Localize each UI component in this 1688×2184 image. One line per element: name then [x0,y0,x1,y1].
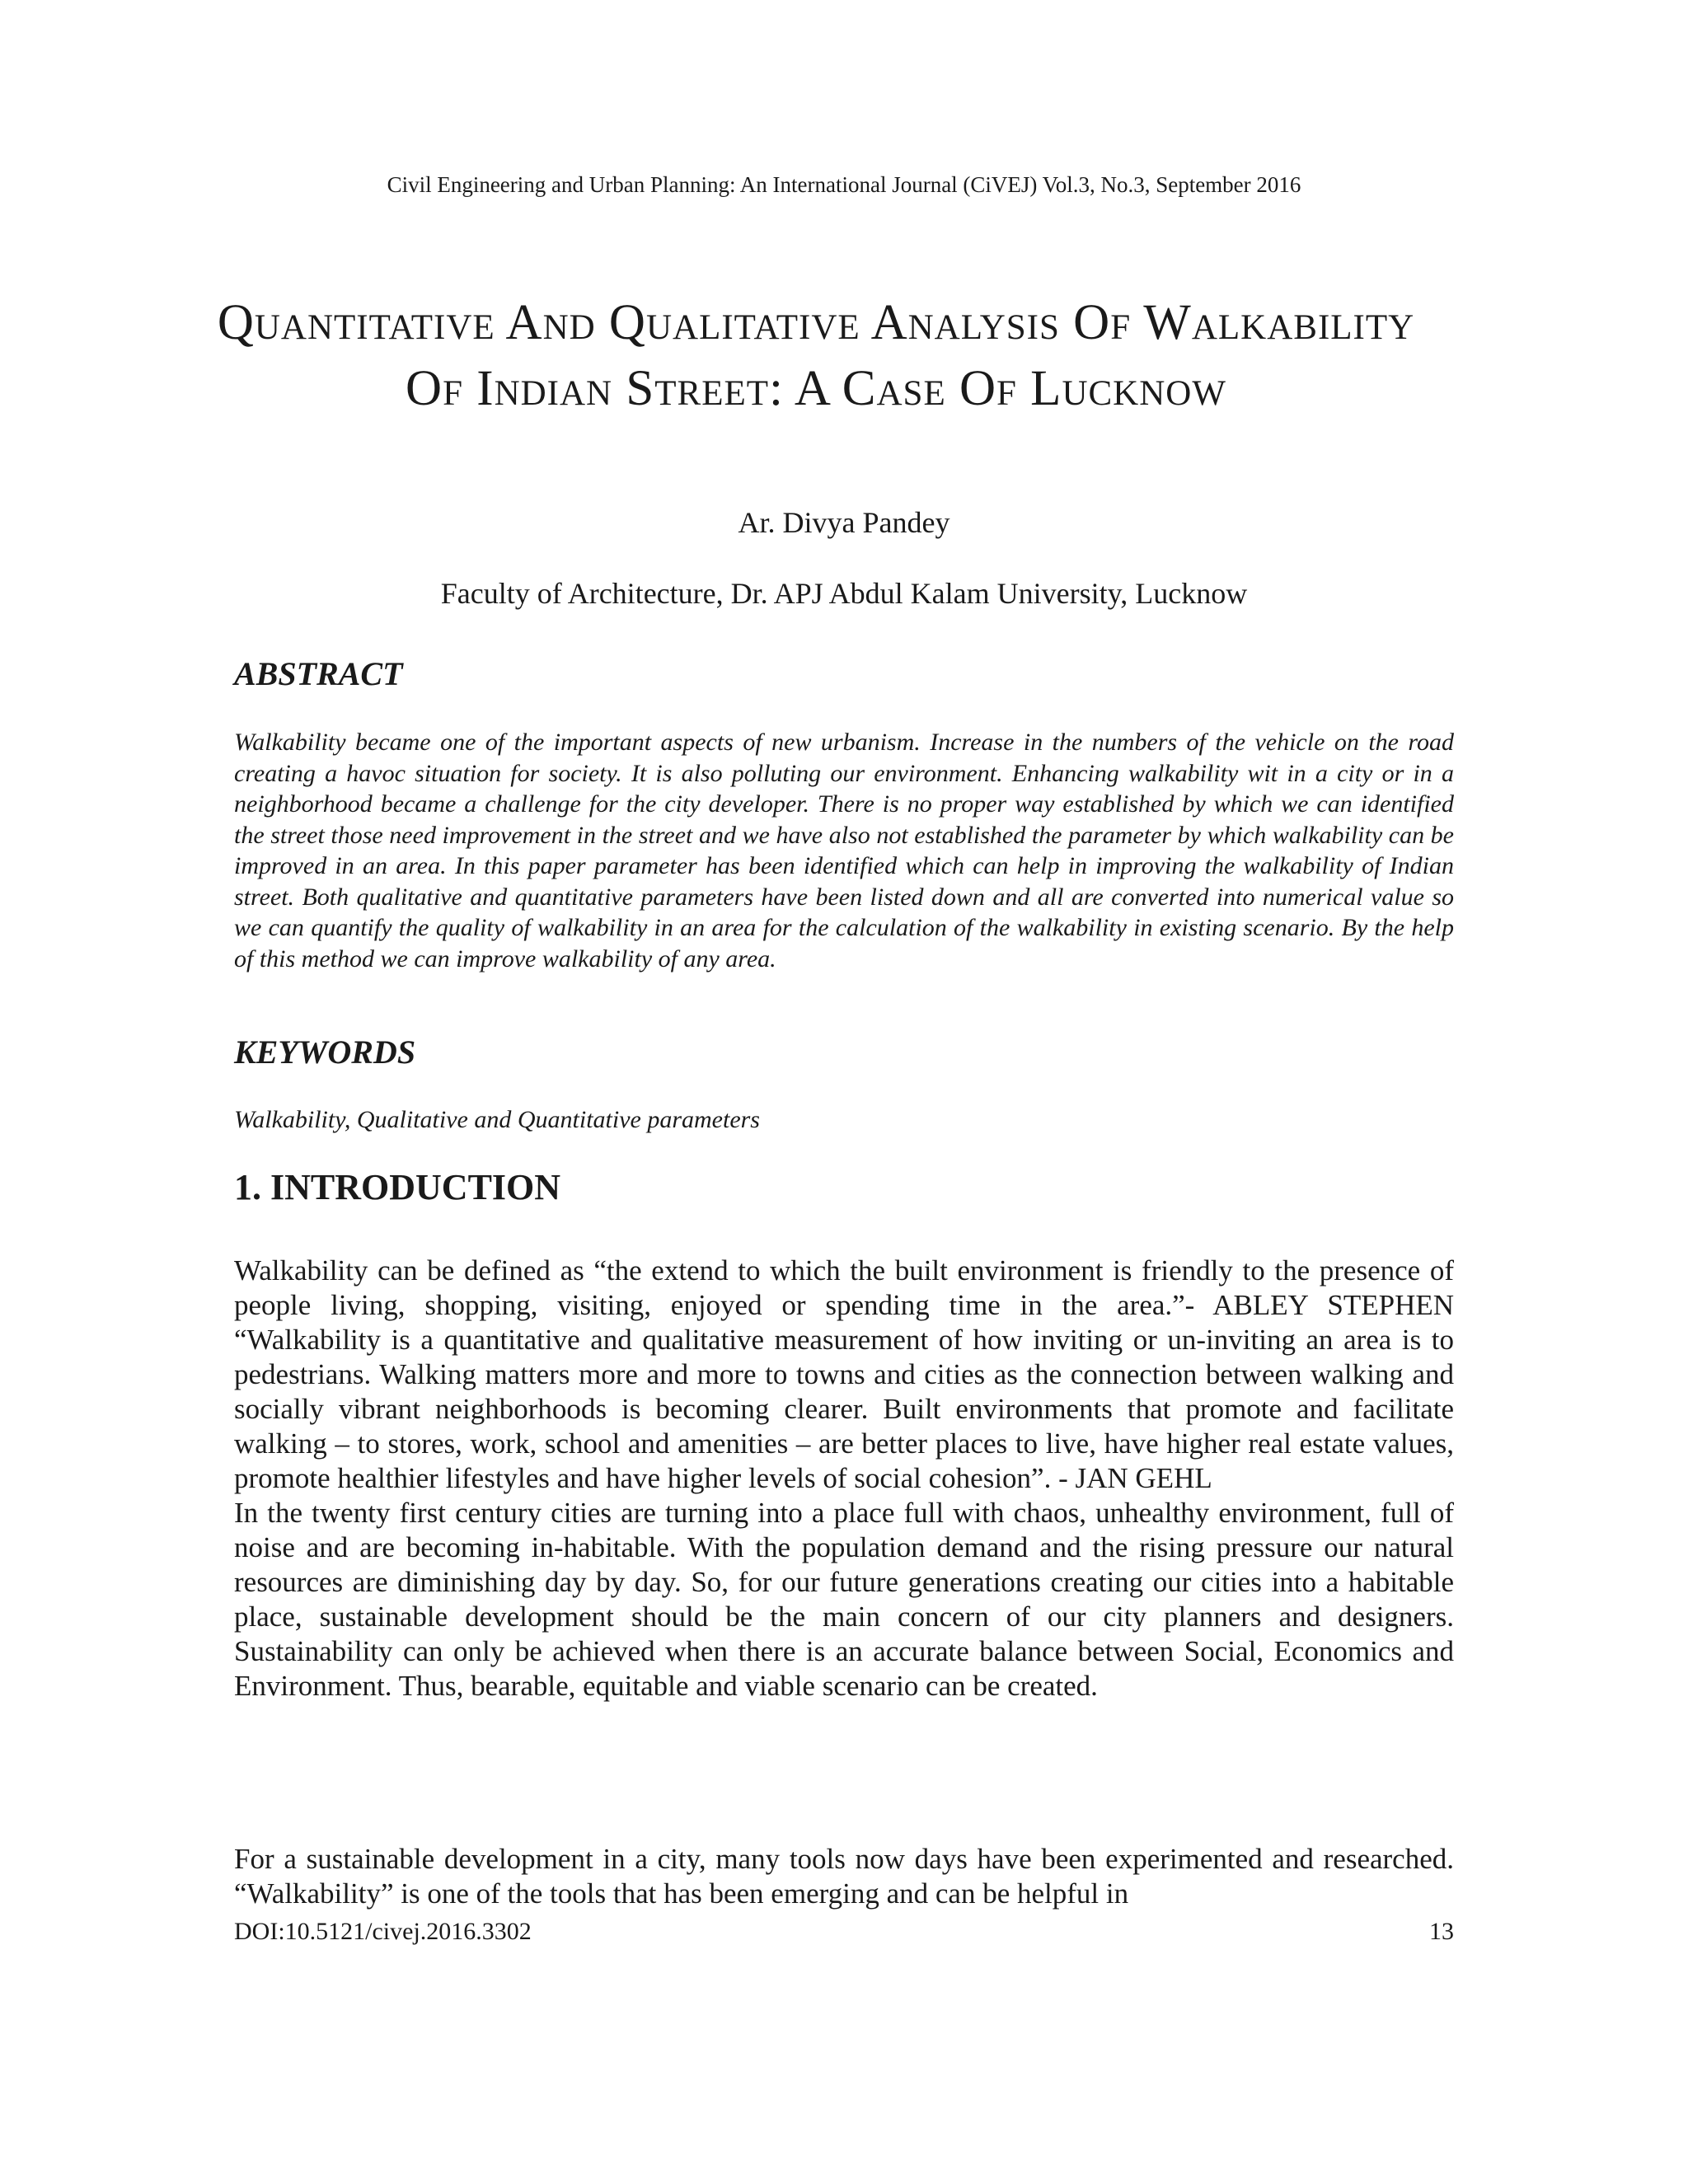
abstract-heading: ABSTRACT [234,655,403,692]
paper-title: Quantitative And Qualitative Analysis Of Walkability Of Indian Street: A Case Of Lucknow [217,295,1415,416]
intro-paragraph-2: In the twenty first century cities are turning into a place full with chaos, unhealthy environment, full of noise and are becoming in-habitable. With the population demand and the rising pressure our natural resources are diminishing day by day. So, for our future generations creating our cities into a habitable place, sustainable development should be the main concern of our city planners and designers. Sustainability can only be achieved when there is an accurate balance between Social, Economics and Environment. Thus, bearable, equitable and viable scenario can be created. [234,1497,1454,1702]
keywords-body: Walkability, Qualitative and Quantitative parameters [234,1106,760,1133]
intro-paragraph-3: For a sustainable development in a city, many tools now days have been experimented and researched. “Walkability” is one of the tools that has been emerging and can be helpful in [234,1843,1454,1910]
author-name: Ar. Divya Pandey [738,506,950,539]
author-affiliation: Faculty of Architecture, Dr. APJ Abdul Kalam University, Lucknow [440,577,1248,610]
abstract-body: Walkability became one of the important aspects of new urbanism. Increase in the numbers of the vehicle on the road creating a havoc situation for society. It is also polluting our environment. Enhancing walkability wit in a city or in a neighborhood became a challenge for the city developer. There is no proper way established by which we can identified the street those need improvement in the street and we have also not established the parameter by which walkability can be improved in an area. In this paper parameter has been identified which can help in improving the walkability of Indian street. Both qualitative and quantitative parameters have been listed down and all are converted into numerical value so we can quantify the quality of walkability in an area for the calculation of the walkability in existing scenario. By the help of this method we can improve walkability of any area. [234,729,1454,972]
footer-doi: DOI:10.5121/civej.2016.3302 [234,1918,532,1945]
keywords-heading: KEYWORDS [234,1033,416,1071]
running-header: Civil Engineering and Urban Planning: An International Journal (CiVEJ) Vol.3, No.3, September 2016 [387,172,1301,197]
intro-paragraph-1: Walkability can be defined as “the extend to which the built environment is friendly to the presence of people living, shopping, visiting, enjoyed or spending time in the area.”- ABLEY STEPHEN “Walkability is a quantitative and qualitative measurement of how inviting or un-inviting an area is to pedestrians. Walking matters more and more to towns and cities as the connection between walking and socially vibrant neighborhoods is becoming clearer. Built environments that promote and facilitate walking – to stores, work, school and amenities – are better places to live, have higher real estate values, promote healthier lifestyles and have higher levels of social cohesion”. - JAN GEHL [234,1254,1454,1494]
page-number: 13 [1429,1918,1454,1945]
introduction-heading: 1. INTRODUCTION [234,1167,561,1207]
